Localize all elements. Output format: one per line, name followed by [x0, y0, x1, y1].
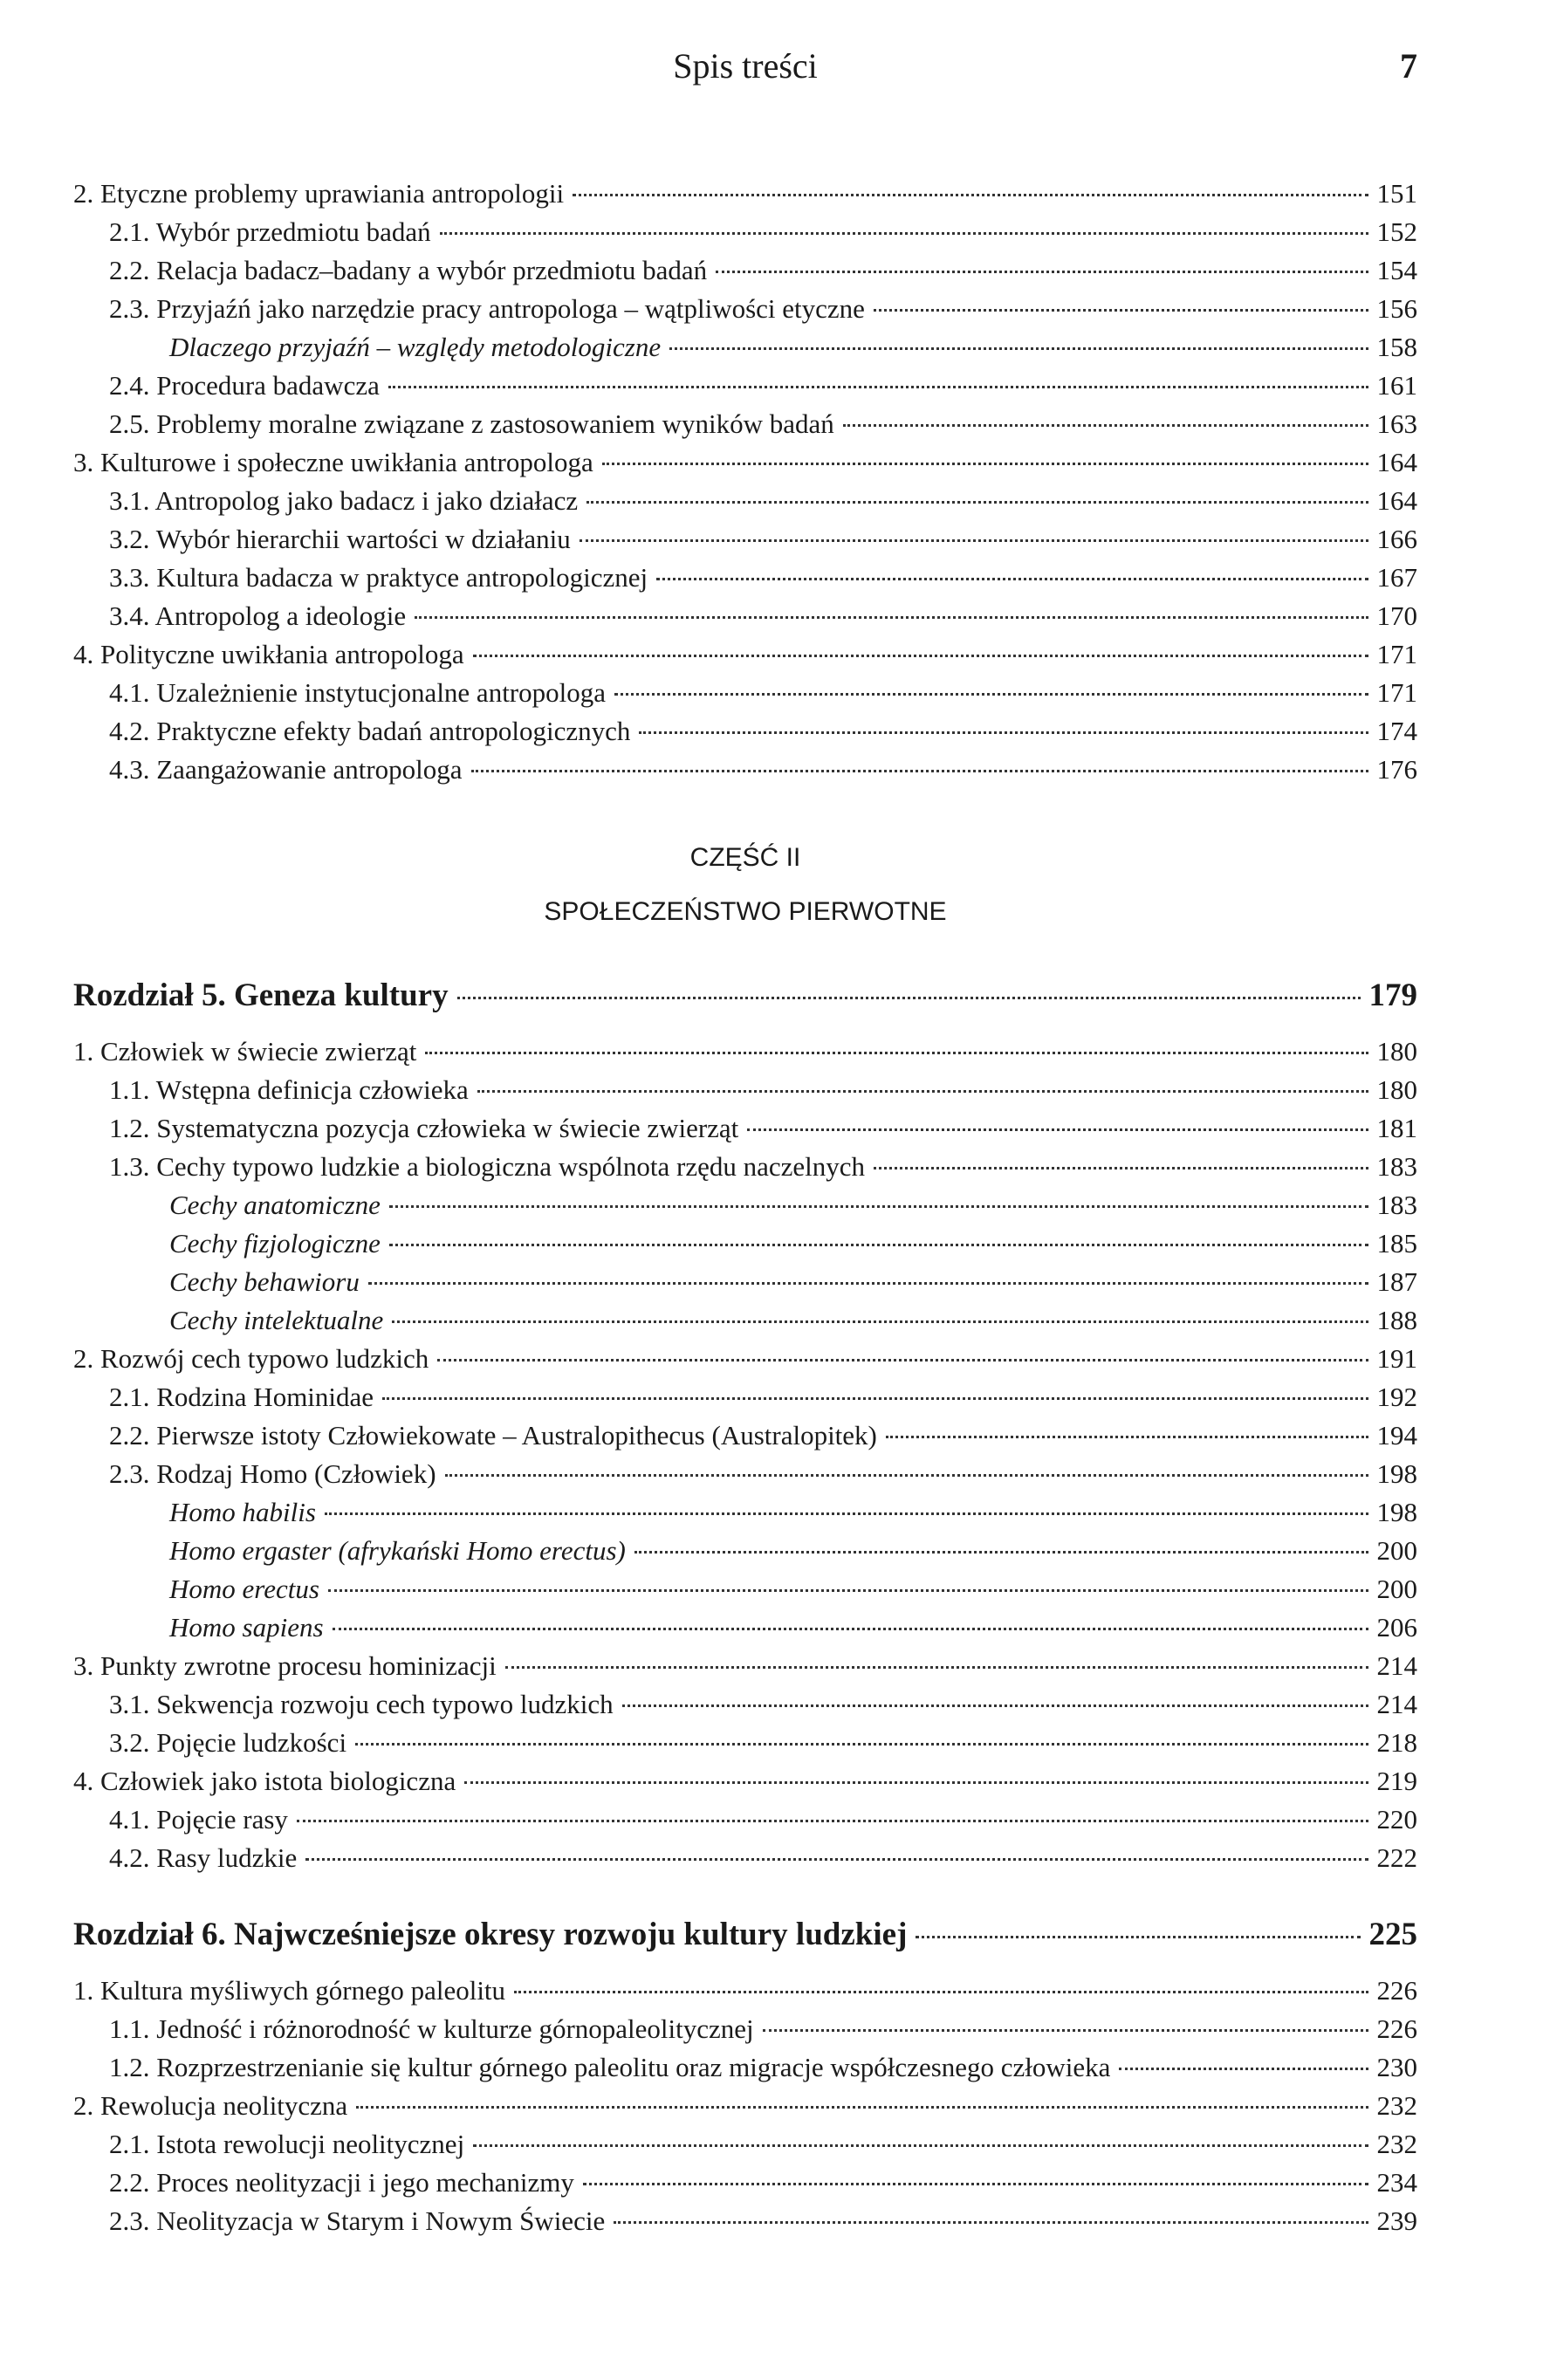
toc-entry-label: 1.1. Wstępna definicja człowieka [109, 1074, 469, 1105]
toc-entry-page: 192 [1376, 1382, 1417, 1412]
toc-section-chapter-6 [73, 1909, 1417, 2240]
toc-entry [73, 2125, 1417, 2164]
toc-entry [73, 2048, 1417, 2087]
dot-leader [886, 1436, 1368, 1438]
toc-entry-page: 163 [1376, 408, 1417, 439]
toc-section-chapter-5 [73, 970, 1417, 1877]
toc-entry-page: 232 [1376, 2090, 1417, 2121]
toc-entry [73, 1224, 1417, 1263]
toc-entry-page: 214 [1376, 1689, 1417, 1719]
toc-entry-page: 219 [1376, 1766, 1417, 1796]
toc-entry [73, 1532, 1417, 1570]
dot-leader [1119, 2068, 1368, 2070]
toc-entry-label: 2.4. Procedura badawcza [109, 370, 380, 401]
running-header [73, 45, 1417, 98]
dot-leader [669, 347, 1368, 350]
toc-entry [73, 1570, 1417, 1608]
toc-entry-page: 166 [1376, 524, 1417, 554]
toc-entry-page: 180 [1376, 1074, 1417, 1105]
toc-entry-label: Rozdział 5. Geneza kultury [73, 977, 449, 1013]
toc-entry [73, 2010, 1417, 2048]
dot-leader [425, 1052, 1368, 1054]
toc-entry-label: 4.3. Zaangażowanie antropologa [109, 754, 463, 785]
toc-entry-page: 232 [1376, 2129, 1417, 2159]
toc-entry [73, 482, 1417, 520]
toc-entry-label: 2.3. Neolityzacja w Starym i Nowym Świecie [109, 2205, 606, 2236]
dot-leader [445, 1474, 1368, 1477]
toc-entry [73, 1608, 1417, 1647]
toc-entry [73, 175, 1417, 213]
toc-entry [73, 1032, 1417, 1071]
toc-entry [73, 1109, 1417, 1148]
toc-entry-label: 3.1. Sekwencja rozwoju cech typowo ludzkich [109, 1689, 614, 1719]
toc-entry [73, 1340, 1417, 1378]
dot-leader [514, 1991, 1368, 1993]
toc-entry-label: Cechy behawioru [169, 1266, 360, 1297]
toc-entry-label: Homo ergaster (afrykański Homo erectus) [169, 1535, 626, 1566]
toc-entry-page: 179 [1368, 977, 1417, 1013]
toc-entry-label: 3.1. Antropolog jako badacz i jako działacz [109, 485, 579, 516]
dot-leader [573, 194, 1368, 196]
toc-entry [73, 1724, 1417, 1762]
toc-entry-page: 198 [1376, 1458, 1417, 1489]
toc-entry-label: 4. Człowiek jako istota biologiczna [73, 1766, 456, 1796]
dot-leader [392, 1320, 1368, 1323]
toc-entry-label: 2.5. Problemy moralne związane z zastosowaniem wyników badań [109, 408, 834, 439]
toc-entry [73, 2202, 1417, 2240]
toc-entry [73, 635, 1417, 674]
toc-entry [73, 1762, 1417, 1800]
toc-entry-label: 4.2. Praktyczne efekty badań antropologicznych [109, 716, 631, 746]
running-title: Spis treści [673, 46, 818, 86]
toc-entry-label: 1.3. Cechy typowo ludzkie a biologiczna wspólnota rzędu naczelnych [109, 1151, 866, 1182]
toc-entry-label: 3. Kulturowe i społeczne uwikłania antropologa [73, 447, 593, 477]
toc-entry [73, 1493, 1417, 1532]
dot-leader [586, 501, 1368, 504]
dot-leader [355, 1743, 1368, 1746]
toc-entry-label: 3.2. Wybór hierarchii wartości w działaniu [109, 524, 571, 554]
toc-entry-page: 206 [1376, 1612, 1417, 1643]
dot-leader [305, 1858, 1368, 1861]
dot-leader [763, 2029, 1368, 2032]
dot-leader [440, 232, 1368, 235]
dot-leader [389, 1205, 1368, 1208]
dot-leader [356, 2106, 1368, 2109]
toc-entry-page: 200 [1376, 1574, 1417, 1604]
toc-entry-label: Homo sapiens [169, 1612, 324, 1643]
toc-entry-page: 185 [1376, 1228, 1417, 1259]
dot-leader [602, 463, 1368, 465]
toc-entry-page: 164 [1376, 447, 1417, 477]
toc-entry [73, 367, 1417, 405]
toc-entry-page: 194 [1376, 1420, 1417, 1451]
toc-entry-page: 222 [1376, 1842, 1417, 1873]
toc-entry-label: 2.3. Rodzaj Homo (Człowiek) [109, 1458, 436, 1489]
dot-leader [415, 616, 1368, 619]
toc-chapter-entry [73, 1909, 1417, 1961]
toc-entry-label: 3. Punkty zwrotne procesu hominizacji [73, 1650, 497, 1681]
toc-entry-label: Homo habilis [169, 1497, 316, 1527]
toc-entry-label: 3.3. Kultura badacza w praktyce antropologicznej [109, 562, 648, 593]
toc-entry [73, 1685, 1417, 1724]
toc-entry [73, 1148, 1417, 1186]
page-number: 7 [1400, 46, 1417, 86]
toc-entry-page: 171 [1376, 639, 1417, 669]
toc-entry-page: 188 [1376, 1305, 1417, 1335]
toc-entry-page: 200 [1376, 1535, 1417, 1566]
toc-entry [73, 328, 1417, 367]
dot-leader [747, 1128, 1368, 1131]
dot-leader [505, 1666, 1368, 1669]
toc-entry-label: Cechy intelektualne [169, 1305, 384, 1335]
toc-entry [73, 520, 1417, 559]
toc-entry [73, 1455, 1417, 1493]
toc-entry-label: Homo erectus [169, 1574, 319, 1604]
dot-leader [328, 1589, 1368, 1592]
toc-entry-page: 226 [1376, 2013, 1417, 2044]
toc-entry [73, 405, 1417, 443]
toc-entry-label: 4.2. Rasy ludzkie [109, 1842, 298, 1873]
toc-entry [73, 1800, 1417, 1839]
part-label: CZĘŚĆ II [689, 843, 801, 872]
dot-leader [473, 655, 1368, 657]
dot-leader [325, 1512, 1368, 1515]
toc-entry-label: 4. Polityczne uwikłania antropologa [73, 639, 464, 669]
toc-entry [73, 597, 1417, 635]
toc-entry [73, 1263, 1417, 1301]
dot-leader [622, 1704, 1368, 1707]
dot-leader [639, 731, 1368, 734]
toc-entry [73, 1972, 1417, 2010]
toc-entry [73, 443, 1417, 482]
dot-leader [382, 1397, 1368, 1400]
toc-entry [73, 751, 1417, 789]
toc-entry-page: 167 [1376, 562, 1417, 593]
toc-entry [73, 290, 1417, 328]
toc-entry-page: 164 [1376, 485, 1417, 516]
toc-entry-label: 2. Rozwój cech typowo ludzkich [73, 1343, 429, 1374]
toc-entry [73, 2087, 1417, 2125]
toc-entry-label: Rozdział 6. Najwcześniejsze okresy rozwoju kultury ludzkiej [73, 1917, 908, 1952]
toc-entry-page: 225 [1368, 1917, 1417, 1952]
toc-entry-label: 1. Człowiek w świecie zwierząt [73, 1036, 417, 1067]
toc-entry-label: 2.1. Wybór przedmiotu badań [109, 216, 431, 247]
toc-entry-page: 170 [1376, 600, 1417, 631]
dot-leader [457, 997, 1361, 999]
toc-entry-page: 214 [1376, 1650, 1417, 1681]
toc-entry-label: 3.2. Pojęcie ludzkości [109, 1727, 347, 1758]
toc-entry-page: 230 [1376, 2052, 1417, 2082]
toc-entry-page: 183 [1376, 1190, 1417, 1220]
toc-entry-page: 158 [1376, 332, 1417, 362]
toc-entry-label: 2. Etyczne problemy uprawiania antropologii [73, 178, 565, 209]
toc-entry-label: 2.2. Proces neolityzacji i jego mechanizmy [109, 2167, 574, 2198]
dot-leader [388, 386, 1368, 388]
toc-entry-page: 161 [1376, 370, 1417, 401]
toc-entry-page: 191 [1376, 1343, 1417, 1374]
dot-leader [634, 1551, 1368, 1554]
dot-leader [368, 1282, 1368, 1285]
dot-leader [716, 271, 1368, 273]
toc-entry-page: 218 [1376, 1727, 1417, 1758]
dot-leader [580, 539, 1368, 542]
toc-entry-label: 2.3. Przyjaźń jako narzędzie pracy antropologa – wątpliwości etyczne [109, 293, 865, 324]
part-title: SPOŁECZEŃSTWO PIERWOTNE [544, 897, 947, 926]
dot-leader [333, 1628, 1368, 1630]
dot-leader [297, 1820, 1368, 1822]
toc-entry [73, 2164, 1417, 2202]
toc-entry-page: 151 [1376, 178, 1417, 209]
toc-entry-page: 181 [1376, 1113, 1417, 1143]
toc-entry-label: 3.4. Antropolog a ideologie [109, 600, 407, 631]
toc-entry [73, 1839, 1417, 1877]
dot-leader [389, 1244, 1368, 1246]
toc-entry [73, 674, 1417, 712]
toc-entry-page: 174 [1376, 716, 1417, 746]
toc-entry-page: 156 [1376, 293, 1417, 324]
toc-entry-label: 1.1. Jedność i różnorodność w kulturze górnopaleolitycznej [109, 2013, 754, 2044]
dot-leader [583, 2183, 1368, 2185]
toc-entry [73, 559, 1417, 597]
toc-entry-label: 2.2. Pierwsze istoty Człowiekowate – Australopithecus (Australopitek) [109, 1420, 877, 1451]
toc-entry-label: 1. Kultura myśliwych górnego paleolitu [73, 1975, 506, 2006]
toc-entry-page: 198 [1376, 1497, 1417, 1527]
dot-leader [437, 1359, 1368, 1361]
toc-entry-label: Cechy anatomiczne [169, 1190, 381, 1220]
dot-leader [471, 770, 1368, 772]
toc-entry-label: 4.1. Pojęcie rasy [109, 1804, 288, 1835]
dot-leader [473, 2144, 1368, 2147]
toc-entry [73, 1416, 1417, 1455]
toc-entry-page: 187 [1376, 1266, 1417, 1297]
toc-entry-label: Cechy fizjologiczne [169, 1228, 381, 1259]
dot-leader [464, 1781, 1368, 1784]
toc-entry-label: Dlaczego przyjaźń – względy metodologiczne [169, 332, 662, 362]
toc-entry-label: 2. Rewolucja neolityczna [73, 2090, 348, 2121]
toc-entry [73, 1186, 1417, 1224]
toc-entry-page: 183 [1376, 1151, 1417, 1182]
toc-entry-page: 180 [1376, 1036, 1417, 1067]
toc-entry [73, 1647, 1417, 1685]
dot-leader [874, 309, 1368, 312]
toc-entry [73, 1301, 1417, 1340]
dot-leader [614, 693, 1368, 696]
dot-leader [477, 1090, 1368, 1093]
toc-entry-page: 239 [1376, 2205, 1417, 2236]
toc-entry [73, 1071, 1417, 1109]
toc-entry-label: 4.1. Uzależnienie instytucjonalne antropologa [109, 677, 607, 708]
toc-entry-page: 154 [1376, 255, 1417, 285]
toc-entry-page: 176 [1376, 754, 1417, 785]
dot-leader [614, 2221, 1368, 2224]
toc-entry-page: 234 [1376, 2167, 1417, 2198]
toc-entry-label: 2.1. Rodzina Hominidae [109, 1382, 374, 1412]
dot-leader [843, 424, 1368, 427]
toc-entry-label: 2.1. Istota rewolucji neolitycznej [109, 2129, 465, 2159]
toc-entry-page: 171 [1376, 677, 1417, 708]
toc-entry [73, 712, 1417, 751]
toc-entry-page: 152 [1376, 216, 1417, 247]
toc-section-chapter-4-continued [73, 175, 1417, 789]
toc-entry-page: 220 [1376, 1804, 1417, 1835]
toc-entry [73, 251, 1417, 290]
toc-entry-label: 1.2. Rozprzestrzenianie się kultur górnego paleolitu oraz migracje współczesnego człowieka [109, 2052, 1111, 2082]
toc-entry-label: 1.2. Systematyczna pozycja człowieka w świecie zwierząt [109, 1113, 739, 1143]
toc-entry [73, 213, 1417, 251]
dot-leader [656, 578, 1368, 580]
dot-leader [916, 1936, 1360, 1938]
dot-leader [874, 1167, 1368, 1169]
toc-entry [73, 1378, 1417, 1416]
toc-entry-label: 2.2. Relacja badacz–badany a wybór przedmiotu badań [109, 255, 708, 285]
toc-entry-page: 226 [1376, 1975, 1417, 2006]
toc-chapter-entry [73, 970, 1417, 1022]
